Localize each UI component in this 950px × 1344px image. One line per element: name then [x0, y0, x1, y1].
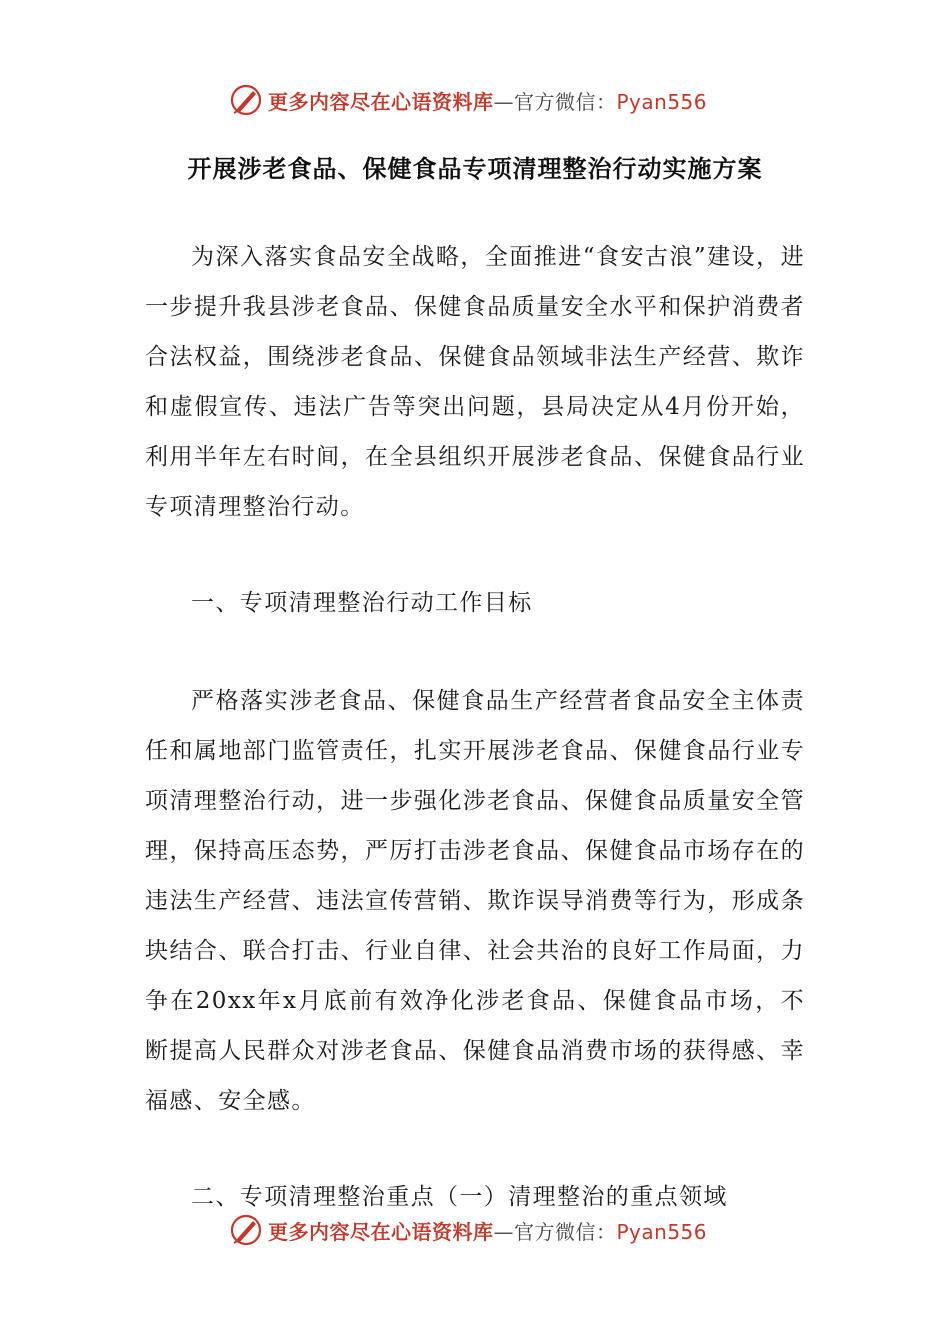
section-2-heading: 二、专项清理整治重点（一）清理整治的重点领域: [191, 1184, 728, 1210]
watermark-main: 更多内容尽在心语资料库: [268, 90, 494, 114]
watermark-banner-top: [0, 82, 950, 122]
spacer: [145, 1126, 805, 1172]
watermark-text: [268, 89, 707, 115]
watermark-main: 更多内容尽在心语资料库: [268, 1220, 494, 1244]
section-1-paragraph: 严格落实涉老食品、保健食品生产经营者食品安全主体责任和属地部门监管责任，扎实开展涉老食品、保健食品行业专项清理整治行动，进一步强化涉老食品、保健食品质量安全管理，保持高压态势，严厉打击涉老食品、保健食品市场存在的违法生产经营、违法宣传营销、欺诈误导消费等行为，形成条块结合、联合打击、行业自律、社会共治的良好工作局面，力争在20xx年x月底前有效净化涉老食品、保健食品市场，不断提高人民群众对涉老食品、保健食品消费市场的获得感、幸福感、安全感。: [145, 688, 805, 1114]
spacer: [145, 532, 805, 578]
section-1-heading: 一、专项清理整治行动工作目标: [191, 590, 533, 616]
watermark-separator: —: [493, 90, 514, 114]
document-title: 开展涉老食品、保健食品专项清理整治行动实施方案: [187, 155, 763, 183]
watermark-id: Pyan556: [616, 1220, 708, 1244]
watermark-text: [268, 1219, 707, 1245]
pen-logo-icon: [228, 1212, 264, 1248]
pen-logo-icon: [228, 82, 264, 118]
watermark-label: 官方微信：: [514, 1220, 617, 1244]
document-body: [145, 232, 805, 1222]
watermark-id: Pyan556: [616, 90, 708, 114]
watermark-separator: —: [493, 1220, 514, 1244]
watermark-banner-bottom: [0, 1212, 950, 1252]
intro-paragraph: 为深入落实食品安全战略，全面推进“食安古浪”建设，进一步提升我县涉老食品、保健食品质量安全水平和保护消费者合法权益，围绕涉老食品、保健食品领域非法生产经营、欺诈和虚假宣传、违法广告等突出问题，县局决定从4月份开始，利用半年左右时间，在全县组织开展涉老食品、保健食品行业专项清理整治行动。: [145, 244, 805, 520]
spacer: [145, 628, 805, 676]
watermark-label: 官方微信：: [514, 90, 617, 114]
